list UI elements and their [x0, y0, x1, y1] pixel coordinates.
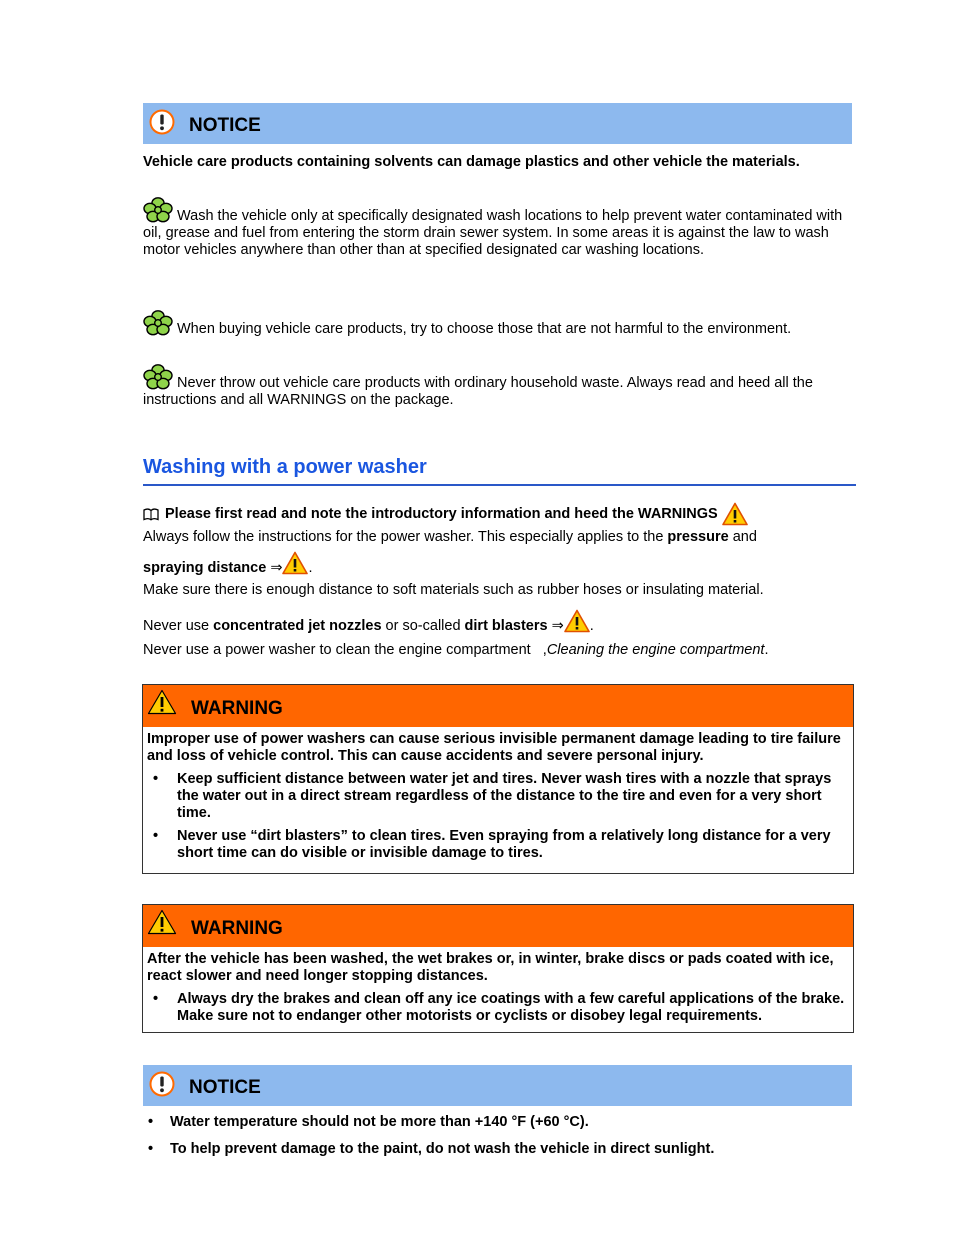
- warning-title: WARNING: [191, 698, 283, 719]
- warning-text: Improper use of power washers can cause serious invisible permanent damage leading to tire failure and loss of vehicle control. This can cause accidents and severe personal injury.: [147, 731, 841, 764]
- notice-title: NOTICE: [189, 114, 261, 136]
- bold-text: dirt blasters: [464, 618, 548, 634]
- bullet-icon: •: [153, 828, 159, 844]
- flower-icon: [143, 197, 173, 223]
- env-note-text: When buying vehicle care products, try to choose those that are not harmful to the environment.: [177, 321, 792, 337]
- warning-bullet: [143, 822, 853, 862]
- text: Never use a power washer to clean the engine compartment: [143, 642, 531, 658]
- body-line: Never use a power washer to clean the engine compartment ,Cleaning the engine compartment.: [143, 642, 769, 658]
- flower-icon: [143, 364, 173, 390]
- notice-bullet: [143, 1141, 714, 1157]
- arrow-icon: ⇒: [270, 560, 283, 576]
- bullet-text: Never use “dirt blasters” to clean tires. Even spraying from a relatively long distance for a very short time can do visible or invisible damage to tires.: [177, 828, 831, 861]
- env-note: [143, 310, 858, 338]
- exclamation-circle-icon: [149, 109, 175, 135]
- exclamation-circle-icon: [149, 1071, 175, 1097]
- env-note: [143, 197, 858, 259]
- body-line: Make sure there is enough distance to soft materials such as rubber hoses or insulating material.: [143, 582, 764, 598]
- bullet-text: Always dry the brakes and clean off any ice coatings with a few careful applications of the brake. Make sure not to endanger other motorists or cyclists or disobey legal requirements.: [177, 991, 845, 1024]
- warning-triangle-icon: [147, 909, 177, 935]
- warning-icon[interactable]: [722, 502, 748, 526]
- text: Never use: [143, 618, 214, 634]
- warning-icon[interactable]: [282, 551, 308, 575]
- cross-reference-link[interactable]: Cleaning the engine compartment: [546, 642, 765, 658]
- flower-icon: [143, 310, 173, 336]
- bullet-text: To help prevent damage to the paint, do not wash the vehicle in direct sunlight.: [170, 1141, 715, 1157]
- warning-triangle-icon: [147, 689, 177, 715]
- body-line: spraying distance ⇒ .: [143, 551, 313, 576]
- warning-bullet: [143, 765, 853, 822]
- text: or so-called: [381, 618, 465, 634]
- env-note-text: Never throw out vehicle care products with ordinary household waste. Always read and heed all the instructions and all WARNINGS on the package.: [143, 375, 813, 408]
- body-line: [143, 529, 757, 545]
- env-note: [143, 364, 858, 409]
- notice-text: Vehicle care products containing solvents can damage plastics and other vehicle the materials.: [143, 154, 800, 170]
- text: Always follow the instructions for the power washer. This especially applies to the: [143, 529, 668, 545]
- warning-header: [143, 905, 853, 947]
- book-icon: [143, 508, 159, 521]
- warning-header: [143, 685, 853, 727]
- bold-text: concentrated jet nozzles: [213, 618, 382, 634]
- bullet-text: Keep sufficient distance between water jet and tires. Never wash tires with a nozzle that sprays the water out in a direct stream regardless of the distance to the tire and even for a very short time.: [177, 771, 832, 821]
- section-heading: Washing with a power washer: [143, 456, 856, 486]
- body-line: Never use concentrated jet nozzles or so-called dirt blasters ⇒ .: [143, 609, 594, 634]
- bullet-text: Water temperature should not be more than +140 °F (+60 °C).: [170, 1114, 589, 1130]
- bullet-icon: •: [148, 1114, 154, 1130]
- bullet-icon: •: [153, 991, 159, 1007]
- arrow-icon: ⇒: [551, 618, 564, 634]
- env-note-text: Wash the vehicle only at specifically designated wash locations to help prevent water contaminated with oil, grease and fuel from entering the storm drain sewer system. In some areas it is against the law to wash motor vehicles anywhere than other than at specified designated car washing locations.: [143, 208, 843, 258]
- warning-icon[interactable]: [564, 609, 590, 633]
- notice-header: [143, 103, 852, 144]
- intro-text: Please first read and note the introductory information and heed the WARNINGS: [165, 506, 718, 522]
- bold-text: pressure: [667, 529, 729, 545]
- bullet-icon: •: [153, 771, 159, 787]
- bold-text: spraying distance: [143, 560, 267, 576]
- notice-title: NOTICE: [189, 1076, 261, 1098]
- warning-title: WARNING: [191, 918, 283, 939]
- notice-bullet: [143, 1114, 589, 1130]
- warning-bullet: [143, 985, 853, 1025]
- text: and: [728, 529, 757, 545]
- bullet-icon: •: [148, 1141, 154, 1157]
- warning-box: [142, 904, 854, 1033]
- intro-line: [143, 502, 748, 526]
- notice-header: [143, 1065, 852, 1106]
- warning-box: [142, 684, 854, 874]
- warning-text: After the vehicle has been washed, the wet brakes or, in winter, brake discs or pads coated with ice, react slower and need longer stopping distances.: [147, 951, 834, 984]
